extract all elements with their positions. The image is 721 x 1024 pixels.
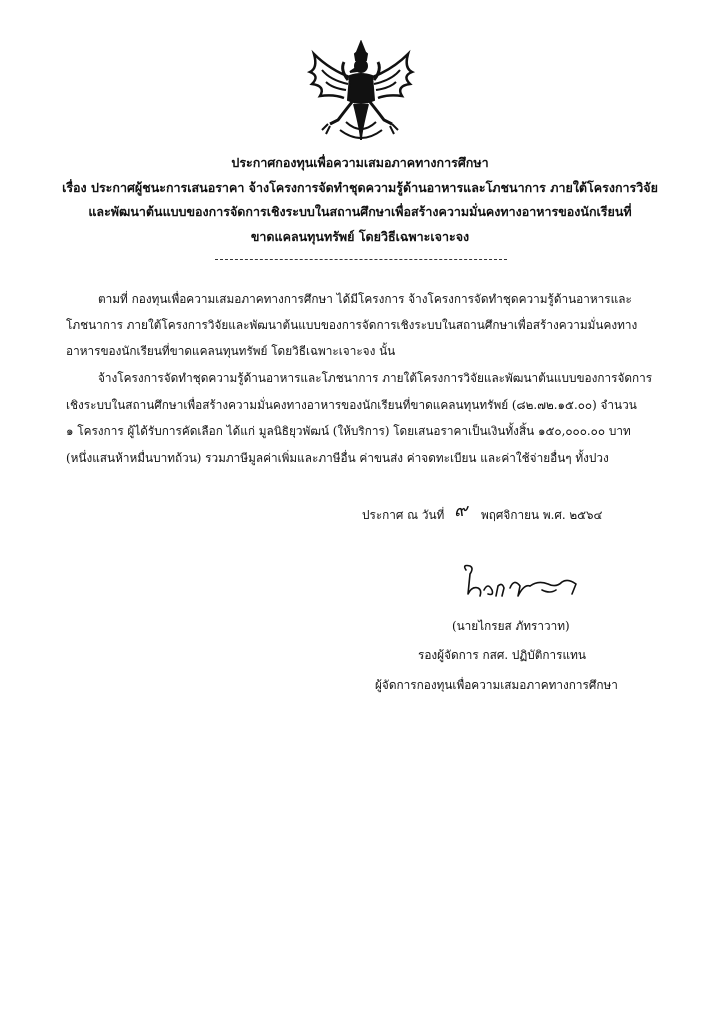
paragraph-2-line-1: จ้างโครงการจัดทำชุดความรู้ด้านอาหารและโภชนาการ ภายใต้โครงการวิจัยและพัฒนาต้นแบบของการจัดการ (98, 371, 653, 385)
announcement-date (362, 500, 603, 525)
subject-line-2: และพัฒนาต้นแบบของการจัดการเชิงระบบในสถานศึกษาเพื่อสร้างความมั่นคงทางอาหารของนักเรียนที่ (88, 204, 632, 219)
paragraph-2-line-4: (หนึ่งแสนห้าหมื่นบาทถ้วน) รวมภาษีมูลค่าเพิ่มและภาษีอื่น ค่าขนส่ง ค่าจดทะเบียน และค่าใช้จ่ายอื่นๆ ทั้งปวง (66, 451, 609, 465)
paragraph-2-line-3: ๑ โครงการ ผู้ได้รับการคัดเลือก ได้แก่ มูลนิธิยุวพัฒน์ (ให้บริการ) โดยเสนอราคาเป็นเงินทั้งสิ้น ๑๕๐,๐๐๐.๐๐ บาท (66, 424, 631, 438)
signatory-name: (นายไกรยส ภัทราวาท) (452, 619, 570, 633)
paragraph-2-line-2: เชิงระบบในสถานศึกษาเพื่อสร้างความมั่นคงทางอาหารของนักเรียนที่ขาดแคลนทุนทรัพย์ (๘๒.๗๒.๑๕.๐๐) จำนวน (66, 398, 637, 412)
subject-line-1: เรื่อง ประกาศผู้ชนะการเสนอราคา จ้างโครงการจัดทำชุดความรู้ด้านอาหารและโภชนาการ ภายใต้โครงการวิจัย (62, 180, 658, 195)
announcement-title: ประกาศกองทุนเพื่อความเสมอภาคทางการศึกษา (231, 155, 489, 170)
date-day-handwritten: ๙ (454, 500, 468, 521)
date-prefix: ประกาศ ณ วันที่ (362, 508, 445, 522)
date-month-year: พฤศจิกายน พ.ศ. ๒๕๖๔ (481, 508, 603, 522)
subject-line-3: ขาดแคลนทุนทรัพย์ โดยวิธีเฉพาะเจาะจง (250, 229, 470, 244)
divider-line (215, 259, 507, 260)
garuda-emblem (300, 40, 422, 150)
paragraph-1-line-1: ตามที่ กองทุนเพื่อความเสมอภาคทางการศึกษา ได้มีโครงการ จ้างโครงการจัดทำชุดความรู้ด้านอาหารและ (98, 292, 632, 306)
paragraph-1-line-2: โภชนาการ ภายใต้โครงการวิจัยและพัฒนาต้นแบบของการจัดการเชิงระบบในสถานศึกษาเพื่อสร้างความมั่นคงทาง (66, 318, 638, 332)
handwritten-signature (458, 560, 588, 608)
signatory-organization: ผู้จัดการกองทุนเพื่อความเสมอภาคทางการศึกษา (375, 678, 618, 692)
paragraph-1-line-3: อาหารของนักเรียนที่ขาดแคลนทุนทรัพย์ โดยวิธีเฉพาะเจาะจง นั้น (66, 344, 396, 358)
signatory-position: รองผู้จัดการ กสศ. ปฏิบัติการแทน (418, 648, 586, 662)
